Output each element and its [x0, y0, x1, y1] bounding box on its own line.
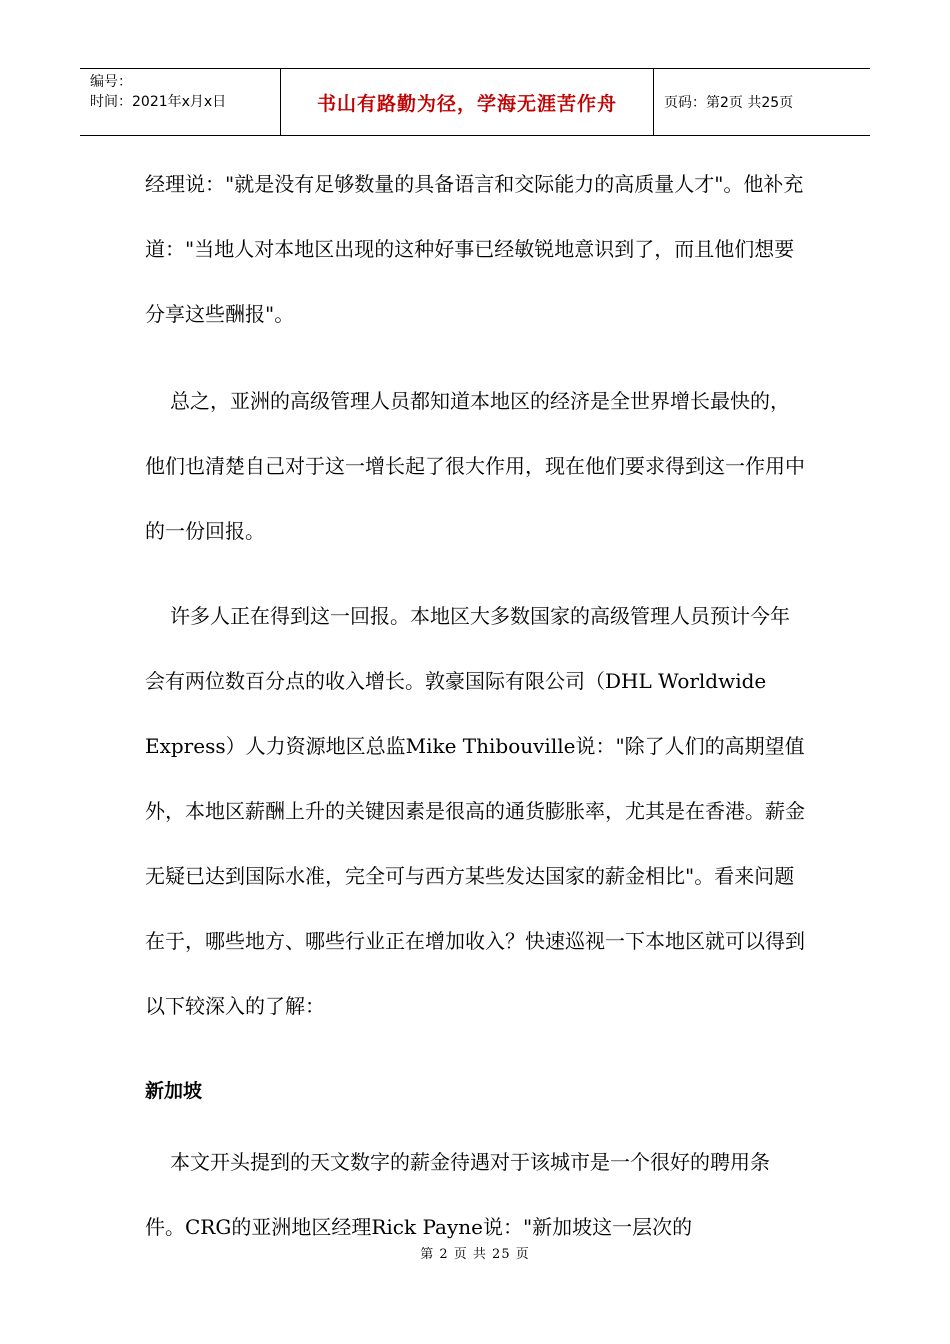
header-motto: 书山有路勤为径，学海无涯苦作舟	[281, 69, 654, 135]
body-paragraph: 经理说："就是没有足够数量的具备语言和交际能力的高质量人才"。他补充道："当地人对本地区出现的这种好事已经敏锐地意识到了，而且他们想要分享这些酬报"。	[145, 172, 804, 326]
header-page-info: 页码：第2页 共25页	[664, 95, 794, 111]
body-paragraph: 本文开头提到的天文数字的薪金待遇对于该城市是一个很好的聘用条件。CRG的亚洲地区经理Rick Payne说："新加坡这一层次的	[145, 1150, 770, 1239]
page-header	[80, 68, 870, 136]
header-time-label: 时间：2021年x月x日	[90, 94, 227, 110]
header-number-label: 编号：	[90, 74, 132, 90]
body-paragraph: 总之，亚洲的高级管理人员都知道本地区的经济是全世界增长最快的，他们也清楚自己对于这一增长起了很大作用，现在他们要求得到这一作用中的一份回报。	[145, 389, 805, 543]
body-paragraph: 许多人正在得到这一回报。本地区大多数国家的高级管理人员预计今年会有两位数百分点的收入增长。敦豪国际有限公司（DHL Worldwide Express）人力资源地区总监Mike Thibouville说："除了人们的高期望值外，本地区薪酬上升的关键因素是很高的通货膨胀率，尤其是在香港。薪金无疑已达到国际水准，完全可与西方某些发达国家的薪金相比"。看来问题在于，哪些地方、哪些行业正在增加收入？快速巡视一下本地区就可以得到以下较深入的了解：	[145, 604, 805, 1018]
section-heading: 新加坡	[145, 1080, 203, 1102]
header-meta	[80, 69, 281, 135]
document-body	[145, 152, 805, 1280]
page-footer: 第 2 页 共 25 页	[420, 1247, 530, 1262]
